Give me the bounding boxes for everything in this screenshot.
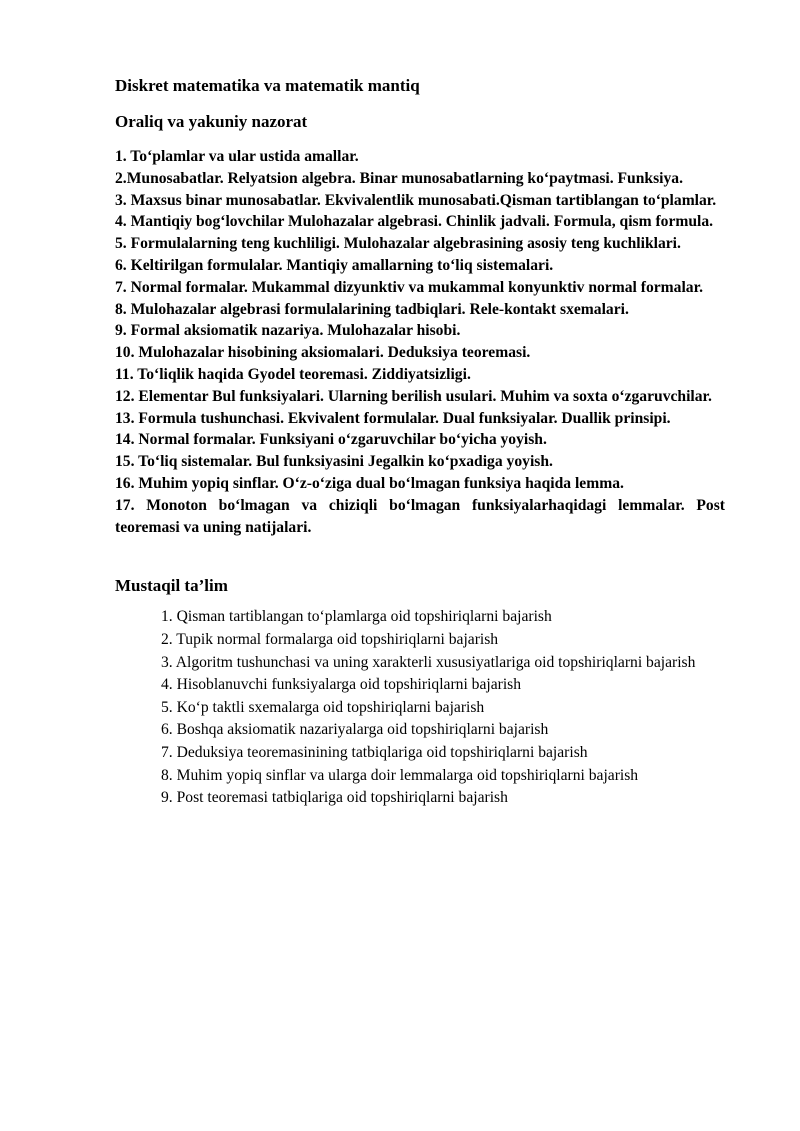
task-item: 2. Tupik normal formalarga oid topshiriqlarni bajarish [161,630,499,648]
document-title: Diskret matematika va matematik mantiq [115,76,420,95]
independent-study-heading: Mustaqil ta’lim [115,576,228,596]
topic-item: 7. Normal formalar. Mukammal dizyunktiv va mukammal konyunktiv normal formalar. [115,278,703,296]
topic-item: 3. Maxsus binar munosabatlar. Ekvivalentlik munosabati.Qisman tartiblangan to‘plamlar. [115,191,717,209]
topic-item: 13. Formula tushunchasi. Ekvivalent formulalar. Dual funksiyalar. Duallik prinsipi. [115,409,671,427]
topic-item: 17. Monoton bo‘lmagan va chiziqli bo‘lmagan funksiyalarhaqidagi lemmalar. Post teoremasi va uning natijalari. [115,496,725,536]
task-item: 6. Boshqa aksiomatik nazariyalarga oid topshiriqlarni bajarish [161,721,549,739]
topic-item: 5. Formulalarning teng kuchliligi. Mulohazalar algebrasining asosiy teng kuchliklari. [115,235,681,253]
task-item: 3. Algoritm tushunchasi va uning xarakterli xususiyatlariga oid topshiriqlarni bajarish [161,653,696,671]
topic-item: 8. Mulohazalar algebrasi formulalarining tadbiqlari. Rele-kontakt sxemalari. [115,300,629,318]
topic-item: 1. To‘plamlar va ular ustida amallar. [115,148,359,165]
topic-item: 16. Muhim yopiq sinflar. O‘z-o‘ziga dual bo‘lmagan funksiya haqida lemma. [115,474,624,492]
topic-item: 15. To‘liq sistemalar. Bul funksiyasini Jegalkin ko‘pxadiga yoyish. [115,453,553,471]
topic-item: 2.Munosabatlar. Relyatsion algebra. Binar munosabatlarning ko‘paytmasi. Funksiya. [115,169,683,187]
topic-item: 14. Normal formalar. Funksiyani o‘zgaruvchilar bo‘yicha yoyish. [115,431,547,449]
task-item: 8. Muhim yopiq sinflar va ularga doir lemmalarga oid topshiriqlarni bajarish [161,766,639,784]
topic-item: 11. To‘liqlik haqida Gyodel teoremasi. Ziddiyatsizligi. [115,365,471,383]
topic-item: 12. Elementar Bul funksiyalari. Ularning berilish usulari. Muhim va soxta o‘zgaruvchilar. [115,387,712,405]
topic-list [115,146,725,538]
document-page [115,74,725,810]
task-item: 1. Qisman tartiblangan to‘plamlarga oid topshiriqlarni bajarish [161,608,552,626]
document-subtitle: Oraliq va yakuniy nazorat [115,112,308,131]
task-item: 4. Hisoblanuvchi funksiyalarga oid topshiriqlarni bajarish [161,676,522,694]
topic-item: 9. Formal aksiomatik nazariya. Mulohazalar hisobi. [115,322,461,340]
task-list [161,606,725,809]
topic-item: 10. Mulohazalar hisobining aksiomalari. Deduksiya teoremasi. [115,344,531,362]
task-item: 5. Ko‘p taktli sxemalarga oid topshiriqlarni bajarish [161,698,485,716]
task-item: 9. Post teoremasi tatbiqlariga oid topshiriqlarni bajarish [161,789,508,807]
topic-item: 4. Mantiqiy bog‘lovchilar Mulohazalar algebrasi. Chinlik jadvali. Formula, qism formula. [115,213,714,231]
topic-item: 6. Keltirilgan formulalar. Mantiqiy amallarning to‘liq sistemalari. [115,256,554,274]
task-item: 7. Deduksiya teoremasinining tatbiqlariga oid topshiriqlarni bajarish [161,743,588,761]
